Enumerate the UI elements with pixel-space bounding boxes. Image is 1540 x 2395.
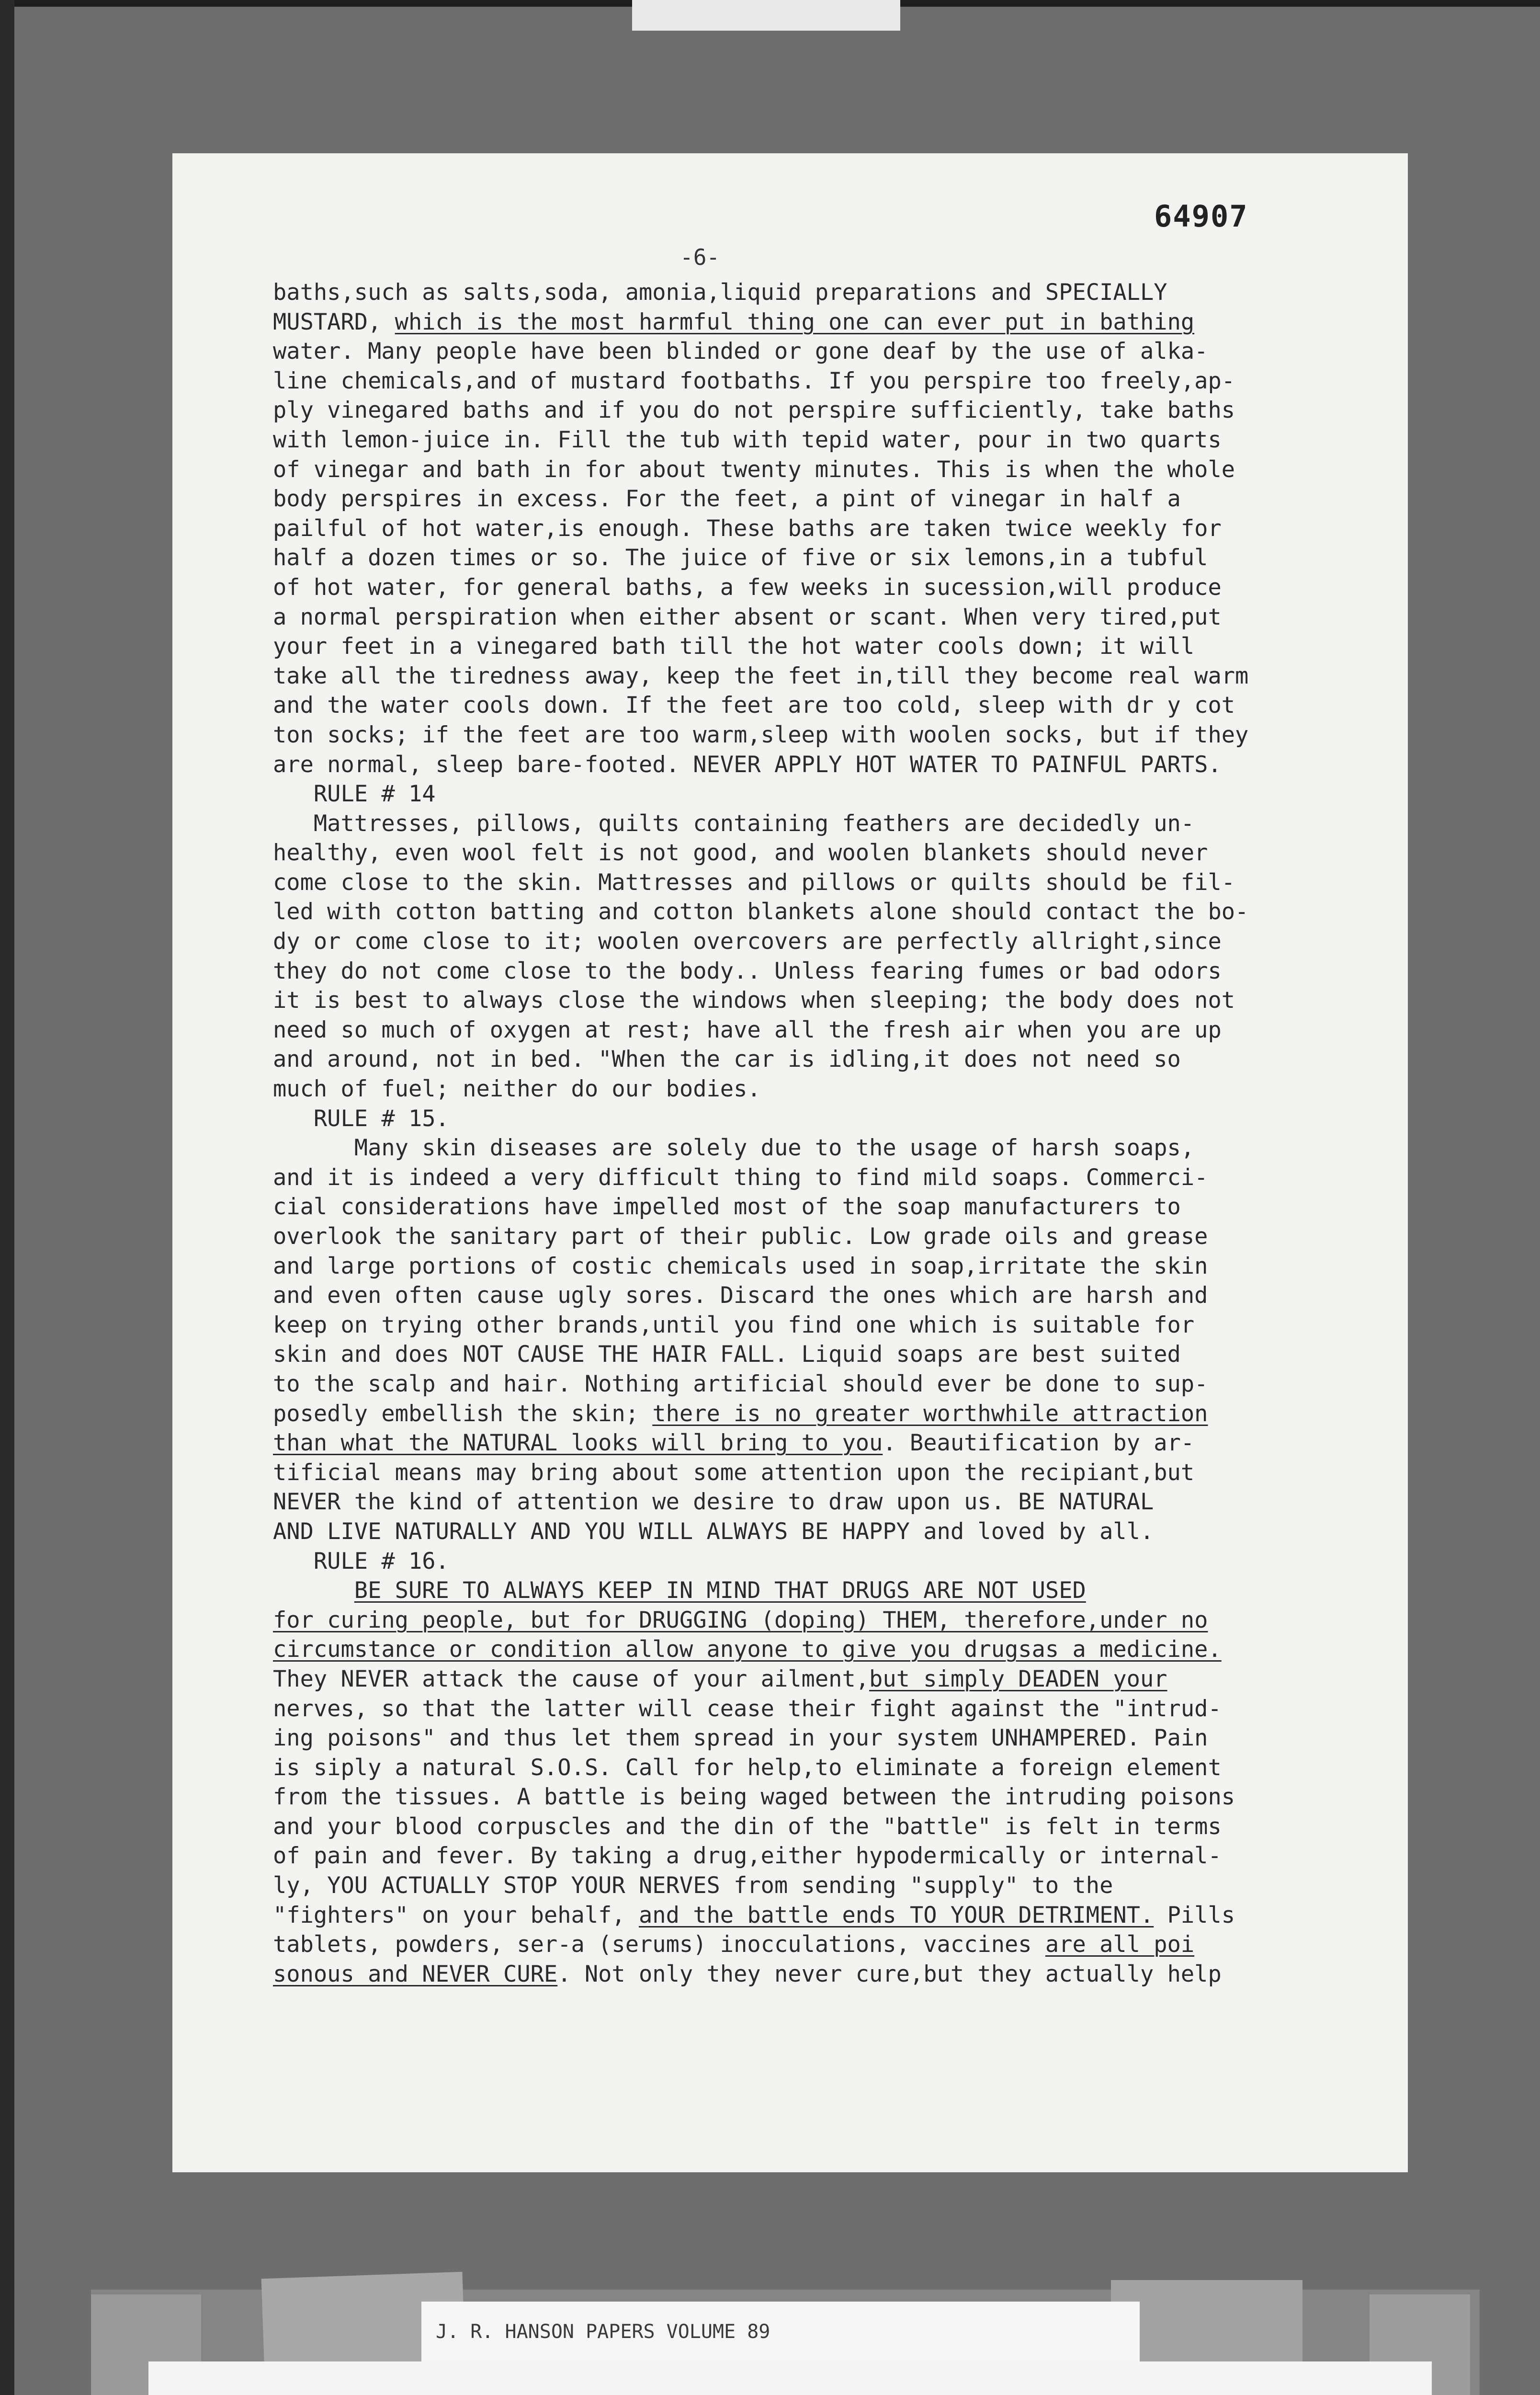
text-line xyxy=(273,1576,1346,1606)
text-line xyxy=(273,1517,1346,1547)
text-line xyxy=(273,1428,1346,1458)
text-line xyxy=(273,632,1346,661)
text-segment: cial considerations have impelled most of the soap manufacturers to xyxy=(273,1194,1181,1220)
text-segment: MUSTARD, xyxy=(273,308,395,335)
text-line xyxy=(273,1104,1346,1134)
text-line xyxy=(273,1340,1346,1369)
text-segment: half a dozen times or so. The juice of five or six lemons,in a tubful xyxy=(273,545,1208,571)
text-segment: from the tissues. A battle is being waged between the intruding poisons xyxy=(273,1784,1235,1811)
text-line xyxy=(273,1222,1346,1252)
text-segment: your feet in a vinegared bath till the hot water cools down; it will xyxy=(273,633,1195,660)
text-segment: much of fuel; neither do our bodies. xyxy=(273,1076,761,1103)
text-segment: Mattresses, pillows, quilts containing feathers are decidedly un- xyxy=(273,810,1195,837)
archives-stamp xyxy=(148,2361,1432,2395)
text-line xyxy=(273,1133,1346,1163)
text-line xyxy=(273,1871,1346,1901)
text-line xyxy=(273,1074,1346,1104)
text-segment: AND LIVE NATURALLY AND YOU WILL ALWAYS BE HAPPY and loved by all. xyxy=(273,1518,1154,1545)
text-segment: is siply a natural S.O.S. Call for help,to eliminate a foreign element xyxy=(273,1754,1222,1781)
text-segment: overlook the sanitary part of their public. Low grade oils and grease xyxy=(273,1223,1208,1250)
text-line xyxy=(273,1311,1346,1340)
text-segment: pailful of hot water,is enough. These baths are taken twice weekly for xyxy=(273,515,1222,542)
text-segment: line chemicals,and of mustard footbaths. If you perspire too freely,ap- xyxy=(273,367,1235,394)
text-line xyxy=(273,1782,1346,1812)
text-segment: and large portions of costic chemicals used in soap,irritate the skin xyxy=(273,1253,1208,1279)
underlined-text: sonous and NEVER CURE xyxy=(273,1961,558,1987)
text-line xyxy=(273,691,1346,720)
underlined-text: than what the NATURAL looks will bring to you xyxy=(273,1430,883,1457)
text-line xyxy=(273,1163,1346,1193)
text-segment: dy or come close to it; woolen overcovers are perfectly allright,since xyxy=(273,928,1222,955)
text-line xyxy=(273,1045,1346,1074)
text-line xyxy=(273,1458,1346,1488)
text-line xyxy=(273,1369,1346,1399)
text-segment: of pain and fever. By taking a drug,either hypodermically or internal- xyxy=(273,1843,1222,1870)
scan-frame-left xyxy=(0,0,14,2395)
text-segment: They NEVER attack the cause of your ailment, xyxy=(273,1665,870,1692)
underlined-text: for curing people, but for DRUGGING (doping) THEM, therefore,under no xyxy=(273,1607,1208,1633)
text-line xyxy=(273,1281,1346,1311)
text-segment: body perspires in excess. For the feet, a pint of vinegar in half a xyxy=(273,486,1181,513)
text-segment: of hot water, for general baths, a few weeks in sucession,will produce xyxy=(273,574,1222,601)
text-line xyxy=(273,366,1346,396)
text-segment: Many skin diseases are solely due to the usage of harsh soaps, xyxy=(273,1135,1195,1162)
text-segment: to the scalp and hair. Nothing artificial should ever be done to sup- xyxy=(273,1370,1208,1397)
underlined-text: are all poi xyxy=(1045,1931,1195,1958)
text-line xyxy=(273,1753,1346,1783)
text-segment: and your blood corpuscles and the din of the "battle" is felt in terms xyxy=(273,1813,1222,1840)
text-segment: ply vinegared baths and if you do not perspire sufficiently, take baths xyxy=(273,397,1235,424)
page-number: 64907 xyxy=(1154,199,1248,234)
text-line xyxy=(273,573,1346,603)
text-segment: need so much of oxygen at rest; have all the fresh air when you are up xyxy=(273,1016,1222,1043)
text-segment: healthy, even wool felt is not good, and woolen blankets should never xyxy=(273,840,1208,867)
text-line xyxy=(273,1812,1346,1842)
text-line xyxy=(273,927,1346,957)
text-segment: they do not come close to the body.. Unless fearing fumes or bad odors xyxy=(273,958,1222,984)
text-segment: and it is indeed a very difficult thing to find mild soaps. Commerci- xyxy=(273,1164,1208,1191)
text-segment: skin and does NOT CAUSE THE HAIR FALL. Liquid soaps are best suited xyxy=(273,1341,1181,1368)
text-segment: . Not only they never cure,but they actually help xyxy=(557,1961,1222,1987)
document-body xyxy=(273,278,1346,1989)
text-segment: posedly embellish the skin; xyxy=(273,1400,653,1427)
text-segment: it is best to always close the windows when sleeping; the body does not xyxy=(273,987,1235,1014)
paper-tab xyxy=(632,0,900,31)
underlined-text: which is the most harmful thing one can ever put in bathing xyxy=(395,308,1195,335)
text-segment: tificial means may bring about some attention upon the recipiant,but xyxy=(273,1459,1195,1486)
text-segment: led with cotton batting and cotton blankets alone should contact the bo- xyxy=(273,899,1249,925)
text-line xyxy=(273,1547,1346,1576)
text-line xyxy=(273,986,1346,1015)
text-line xyxy=(273,868,1346,898)
text-segment: keep on trying other brands,until you find one which is suitable for xyxy=(273,1312,1195,1338)
text-line xyxy=(273,897,1346,927)
text-segment: ton socks; if the feet are too warm,sleep with woolen socks, but if they xyxy=(273,721,1249,748)
text-line xyxy=(273,1252,1346,1281)
text-segment: RULE # 14 xyxy=(273,781,436,808)
underlined-text: circumstance or condition allow anyone to give you drugsas a medicine. xyxy=(273,1636,1222,1663)
text-line xyxy=(273,809,1346,839)
text-segment: ing poisons" and thus let them spread in your system UNHAMPERED. Pain xyxy=(273,1725,1208,1752)
text-line xyxy=(273,1192,1346,1222)
text-segment: NEVER the kind of attention we desire to draw upon us. BE NATURAL xyxy=(273,1489,1154,1516)
text-line xyxy=(273,720,1346,750)
text-segment: water. Many people have been blinded or gone deaf by the use of alka- xyxy=(273,338,1208,365)
text-line xyxy=(273,484,1346,514)
text-line xyxy=(273,1723,1346,1753)
text-line xyxy=(273,337,1346,366)
text-line xyxy=(273,1665,1346,1694)
text-line xyxy=(273,1399,1346,1429)
text-segment: and around, not in bed. "When the car is idling,it does not need so xyxy=(273,1046,1181,1073)
text-line xyxy=(273,1606,1346,1635)
text-line xyxy=(273,514,1346,544)
text-line xyxy=(273,779,1346,809)
text-segment xyxy=(273,1577,354,1604)
page-marker: -6- xyxy=(680,244,720,270)
text-line xyxy=(273,838,1346,868)
underlined-text: and the battle ends TO YOUR DETRIMENT. xyxy=(639,1902,1154,1928)
text-line xyxy=(273,1015,1346,1045)
text-line xyxy=(273,750,1346,780)
text-line xyxy=(273,1635,1346,1665)
text-line xyxy=(273,396,1346,425)
text-segment: "fighters" on your behalf, xyxy=(273,1902,639,1928)
text-segment: RULE # 16. xyxy=(273,1548,449,1574)
text-line xyxy=(273,957,1346,986)
text-line xyxy=(273,661,1346,691)
text-segment: a normal perspiration when either absent or scant. When very tired,put xyxy=(273,604,1222,630)
text-segment: Pills xyxy=(1154,1902,1235,1928)
text-line xyxy=(273,308,1346,337)
text-segment: of vinegar and bath in for about twenty minutes. This is when the whole xyxy=(273,456,1235,483)
text-line xyxy=(273,1487,1346,1517)
text-segment: come close to the skin. Mattresses and pillows or quilts should be fil- xyxy=(273,869,1235,896)
text-segment: and even often cause ugly sores. Discard the ones which are harsh and xyxy=(273,1282,1208,1309)
text-line xyxy=(273,1960,1346,1989)
text-segment: and the water cools down. If the feet are too cold, sleep with dr y cot xyxy=(273,692,1235,719)
text-line xyxy=(273,603,1346,632)
underlined-text: but simply DEADEN your xyxy=(869,1665,1167,1692)
text-line xyxy=(273,1694,1346,1724)
volume-label-text: J. R. HANSON PAPERS VOLUME 89 xyxy=(436,2321,770,2343)
text-segment: with lemon-juice in. Fill the tub with tepid water, pour in two quarts xyxy=(273,426,1222,453)
text-segment: RULE # 15. xyxy=(273,1105,449,1132)
underlined-text: BE SURE TO ALWAYS KEEP IN MIND THAT DRUGS ARE NOT USED xyxy=(354,1577,1086,1604)
text-line xyxy=(273,455,1346,485)
text-segment: tablets, powders, ser-a (serums) inocculations, vaccines xyxy=(273,1931,1045,1958)
text-segment: are normal, sleep bare-footed. NEVER APPLY HOT WATER TO PAINFUL PARTS. xyxy=(273,751,1222,778)
text-line xyxy=(273,543,1346,573)
text-line xyxy=(273,278,1346,308)
text-line xyxy=(273,1841,1346,1871)
text-line xyxy=(273,425,1346,455)
text-segment: . Beautification by ar- xyxy=(883,1430,1195,1457)
text-segment: take all the tiredness away, keep the feet in,till they become real warm xyxy=(273,662,1249,689)
text-segment: baths,such as salts,soda, amonia,liquid preparations and SPECIALLY xyxy=(273,279,1167,306)
text-segment: nerves, so that the latter will cease their fight against the "intrud- xyxy=(273,1695,1222,1722)
text-line xyxy=(273,1901,1346,1930)
underlined-text: there is no greater worthwhile attraction xyxy=(652,1400,1208,1427)
text-line xyxy=(273,1930,1346,1960)
text-segment: ly, YOU ACTUALLY STOP YOUR NERVES from sending "supply" to the xyxy=(273,1872,1113,1899)
